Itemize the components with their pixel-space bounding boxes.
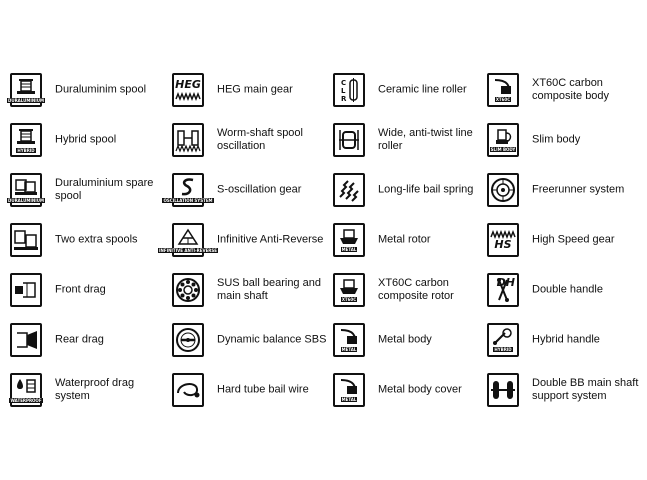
feature-label: HEG main gear <box>217 83 293 96</box>
feature-label: Front drag <box>55 283 106 296</box>
svg-text:L: L <box>341 87 346 95</box>
icon-tag: HEG <box>175 78 201 91</box>
legend-entry <box>487 365 642 415</box>
rotor-icon <box>333 273 365 307</box>
legend-entry <box>172 265 327 315</box>
legend-entry <box>172 65 327 115</box>
feature-label: Double handle <box>532 283 603 296</box>
icon-tag: DURALUMINIUM <box>8 198 44 203</box>
icon-tag: DURALUMINIUM <box>8 98 44 103</box>
freerunner-icon <box>487 173 519 207</box>
spare-spool-icon <box>10 173 42 207</box>
feature-label: Ceramic line roller <box>378 83 467 96</box>
spool-icon <box>10 73 42 107</box>
double-handle-icon <box>487 273 519 307</box>
front-drag-icon <box>10 273 42 307</box>
worm-shaft-icon <box>172 123 204 157</box>
spool-icon <box>10 123 42 157</box>
feature-label: Freerunner system <box>532 183 625 196</box>
legend-column-2 <box>159 65 327 415</box>
svg-text:R: R <box>341 95 347 103</box>
icon-tag: INFINITIVE ANTI-REVERSE <box>159 248 217 253</box>
slim-body-icon <box>487 123 519 157</box>
legend-entry <box>333 265 488 315</box>
legend-entry <box>172 365 327 415</box>
legend-entry <box>487 115 642 165</box>
double-bearing-icon <box>487 373 519 407</box>
legend-column-1 <box>10 65 165 415</box>
icon-tag: HYBRID <box>17 148 35 153</box>
icon-tag: XT60C <box>495 97 511 102</box>
legend-entry <box>333 165 488 215</box>
legend-entry <box>487 265 642 315</box>
feature-label: S-oscillation gear <box>217 183 302 196</box>
hybrid-handle-icon <box>487 323 519 357</box>
feature-label: Worm-shaft spool oscillation <box>217 127 303 152</box>
legend-entry <box>10 265 165 315</box>
legend-entry <box>487 315 642 365</box>
reel-body-icon <box>333 323 365 357</box>
legend-entry <box>10 365 165 415</box>
feature-label: High Speed gear <box>532 233 615 246</box>
bail-wire-icon <box>172 373 204 407</box>
anti-reverse-icon <box>159 223 217 257</box>
legend-entry <box>172 115 327 165</box>
feature-label: Metal body <box>378 333 432 346</box>
line-roller-icon <box>333 73 365 107</box>
waterproof-drag-icon <box>10 373 42 407</box>
feature-label: Wide, anti-twist line roller <box>378 127 473 152</box>
gear-icon <box>172 73 204 107</box>
feature-label: Hybrid spool <box>55 133 117 146</box>
wide-roller-icon <box>333 123 365 157</box>
feature-label: Hybrid handle <box>532 333 600 346</box>
feature-label: Waterproof drag system <box>55 377 135 402</box>
feature-label: Double BB main shaft support system <box>532 377 639 402</box>
feature-label: Duraluminim spool <box>55 83 147 96</box>
legend-column-3 <box>333 65 488 415</box>
reel-body-icon <box>487 73 519 107</box>
feature-label: Metal rotor <box>378 233 431 246</box>
legend-entry <box>333 315 488 365</box>
legend-entry <box>10 215 165 265</box>
icon-tag: HS <box>494 238 512 251</box>
icon-tag: XT60C <box>341 297 357 302</box>
feature-label: Rear drag <box>55 333 104 346</box>
feature-label: Duraluminium spare spool <box>55 177 154 202</box>
legend-entry <box>333 215 488 265</box>
balance-icon <box>172 323 204 357</box>
legend-entry <box>333 365 488 415</box>
rear-drag-icon <box>10 323 42 357</box>
legend-entry <box>10 65 165 115</box>
legend-entry <box>163 165 327 215</box>
icon-tag: OSCILLATION SYSTEM <box>163 198 213 203</box>
bail-spring-icon <box>333 173 365 207</box>
icon-tag: METAL <box>341 347 357 352</box>
legend-entry <box>333 65 488 115</box>
legend-entry <box>10 315 165 365</box>
reel-body-icon <box>333 373 365 407</box>
feature-label: Two extra spools <box>55 233 138 246</box>
legend-entry <box>487 65 642 115</box>
feature-label: XT60C carbon composite rotor <box>378 277 454 302</box>
icon-tag: SLIM BODY <box>490 147 516 152</box>
feature-label: Infinitive Anti-Reverse <box>217 233 324 246</box>
rotor-icon <box>333 223 365 257</box>
feature-label: Hard tube bail wire <box>217 383 309 396</box>
feature-label: Dynamic balance SBS <box>217 333 327 346</box>
icon-tag: DH <box>496 276 515 289</box>
svg-text:C: C <box>341 79 347 87</box>
legend-entry <box>172 315 327 365</box>
s-oscillation-icon <box>163 173 213 207</box>
legend-column-4 <box>487 65 642 415</box>
legend-entry <box>487 215 642 265</box>
high-speed-gear-icon <box>487 223 519 257</box>
ball-bearing-icon <box>172 273 204 307</box>
icon-tag: HYBRID <box>494 347 512 352</box>
legend-entry <box>10 115 165 165</box>
feature-label: Metal body cover <box>378 383 462 396</box>
feature-label: Slim body <box>532 133 581 146</box>
icon-tag: METAL <box>341 247 357 252</box>
two-spools-icon <box>10 223 42 257</box>
feature-label: SUS ball bearing and main shaft <box>217 277 321 302</box>
icon-tag: METAL <box>341 397 357 402</box>
feature-label: XT60C carbon composite body <box>532 77 610 102</box>
legend-entry <box>10 165 165 215</box>
legend-entry <box>159 215 327 265</box>
feature-label: Long-life bail spring <box>378 183 474 196</box>
legend-entry <box>487 165 642 215</box>
legend-entry <box>333 115 488 165</box>
icon-tag: WATERPROOF <box>10 398 42 403</box>
